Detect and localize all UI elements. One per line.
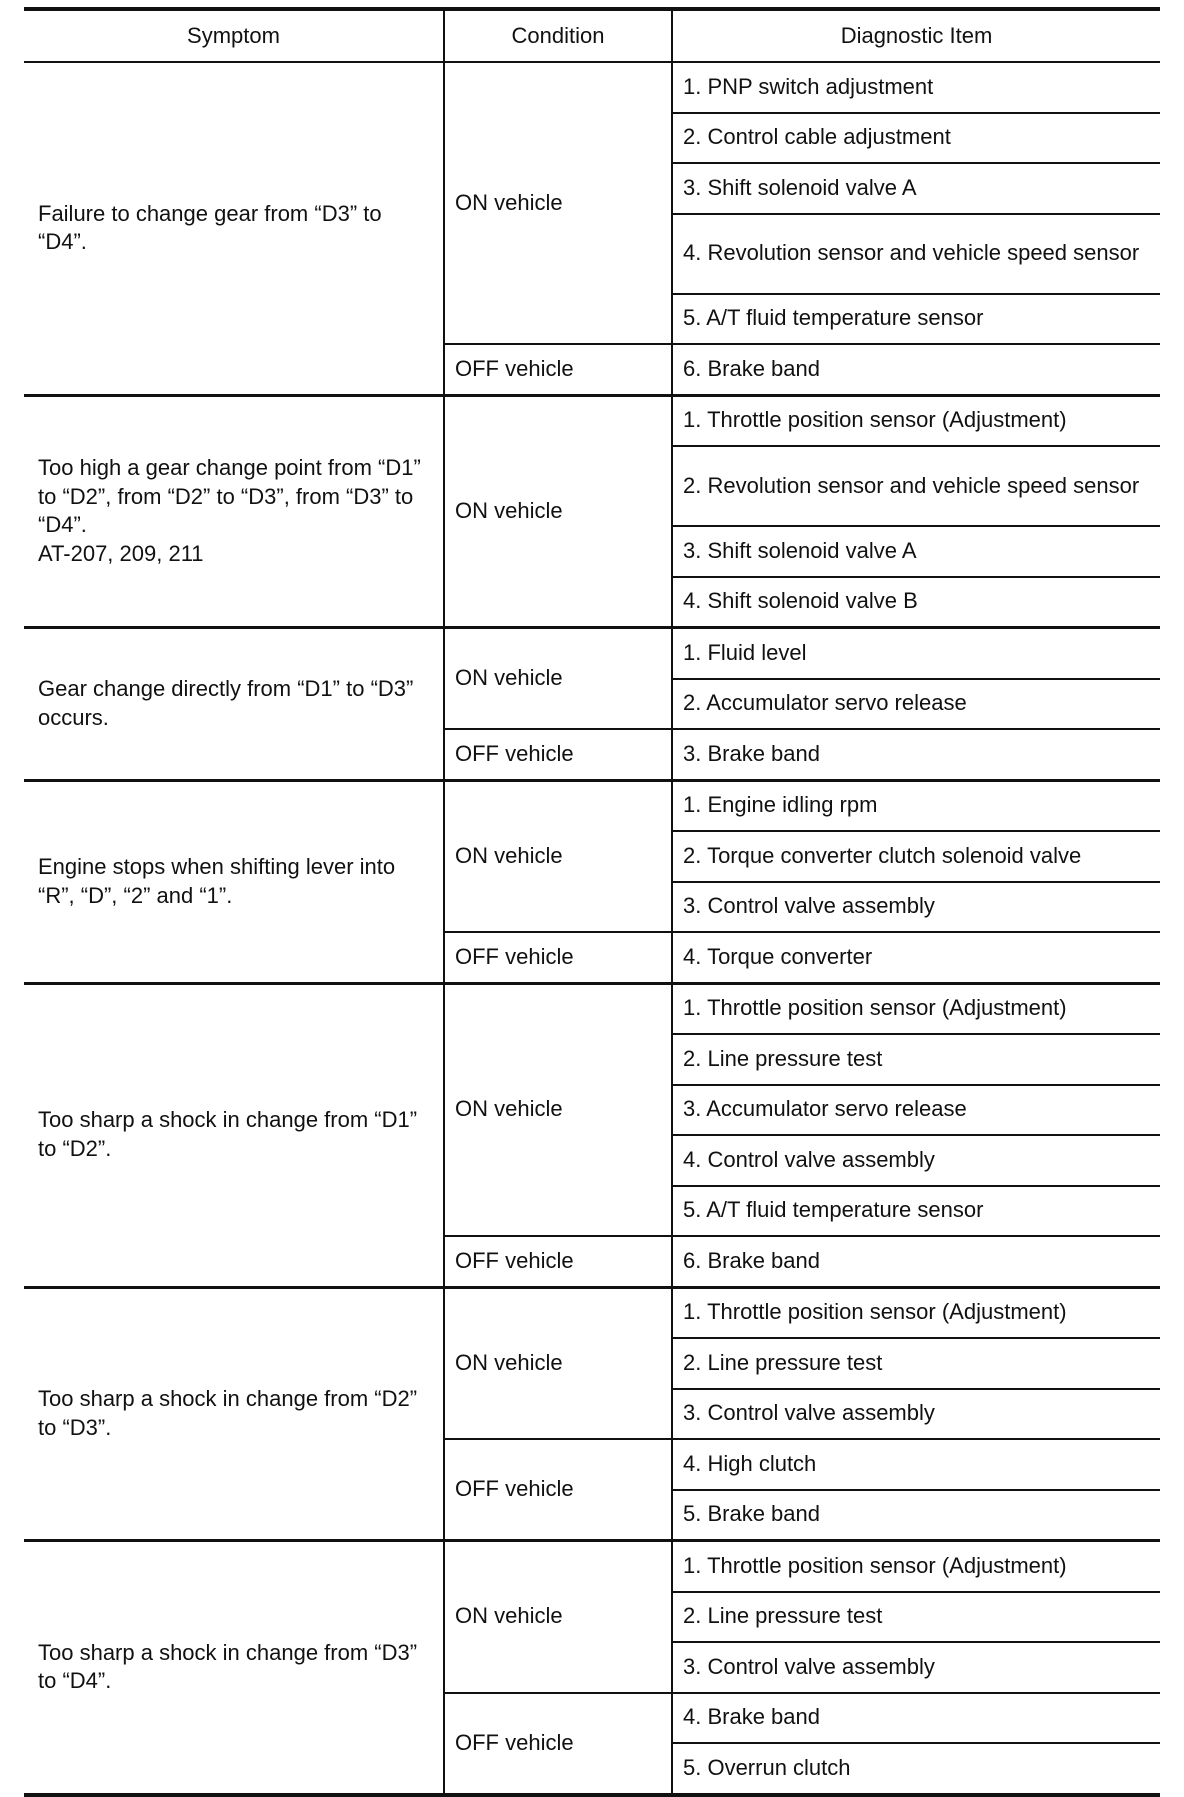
diagnostic-item: 4. High clutch: [672, 1439, 1160, 1490]
condition-cell-on: ON vehicle: [444, 780, 672, 932]
table-row: [24, 1541, 1160, 1592]
diagnostic-item: 3. Brake band: [672, 729, 1160, 780]
condition-cell-off: OFF vehicle: [444, 1693, 672, 1795]
table-row: [24, 628, 1160, 679]
symptom-cell: [24, 62, 444, 395]
header-condition: Condition: [444, 9, 672, 62]
diagnostic-item: 5. A/T fluid temperature sensor: [672, 1186, 1160, 1237]
diagnostic-item: 6. Brake band: [672, 344, 1160, 395]
symptom-text: Engine stops when shifting lever into “R”, “D”, “2” and “1”.: [38, 853, 396, 908]
symptom-group: [24, 1287, 1160, 1541]
diagnostic-item: 4. Torque converter: [672, 932, 1160, 983]
condition-cell-on: ON vehicle: [444, 1541, 672, 1693]
diagnostic-item: 5. A/T fluid temperature sensor: [672, 294, 1160, 345]
diagnostic-item: 2. Line pressure test: [672, 1592, 1160, 1643]
diagnostic-item: 4. Control valve assembly: [672, 1135, 1160, 1186]
diagnostic-item: 3. Shift solenoid valve A: [672, 526, 1160, 577]
symptom-group: [24, 1541, 1160, 1795]
table-row: [24, 395, 1160, 446]
symptom-group: [24, 628, 1160, 781]
diagnostic-item: 2. Revolution sensor and vehicle speed sensor: [672, 446, 1160, 526]
symptom-text: Gear change directly from “D1” to “D3” occurs.: [38, 676, 414, 730]
condition-cell-on: ON vehicle: [444, 1287, 672, 1439]
table-row: [24, 62, 1160, 113]
diagnostic-item: 3. Control valve assembly: [672, 882, 1160, 933]
condition-cell-off: OFF vehicle: [444, 1236, 672, 1287]
condition-cell-off: OFF vehicle: [444, 344, 672, 395]
symptom-cell: [24, 780, 444, 983]
condition-cell-off: OFF vehicle: [444, 729, 672, 780]
diagnostic-item: 1. Fluid level: [672, 628, 1160, 679]
header-symptom: Symptom: [24, 9, 444, 62]
symptom-group: [24, 62, 1160, 395]
header-row: [24, 9, 1160, 62]
diagnostic-item: 4. Brake band: [672, 1693, 1160, 1744]
diagnostic-item: 1. Throttle position sensor (Adjustment): [672, 1541, 1160, 1592]
symptom-text: Failure to change gear from “D3” to “D4”.: [38, 200, 382, 255]
condition-cell-on: ON vehicle: [444, 628, 672, 730]
symptom-text: Too sharp a shock in change from “D1” to “D2”.: [38, 1107, 418, 1161]
table-row: [24, 780, 1160, 831]
diagnostic-item: 5. Brake band: [672, 1490, 1160, 1541]
diagnostic-item: 1. PNP switch adjustment: [672, 62, 1160, 113]
condition-cell-off: OFF vehicle: [444, 932, 672, 983]
diagnostic-item: 2. Line pressure test: [672, 1338, 1160, 1389]
symptom-reference: AT-207, 209, 211: [38, 540, 204, 566]
symptom-text: Too high a gear change point from “D1” to “D2”, from “D2” to “D3”, from “D3” to “D4”.: [38, 455, 421, 538]
diagnostic-item: 2. Torque converter clutch solenoid valve: [672, 831, 1160, 882]
table-row: [24, 1287, 1160, 1338]
diagnostic-item: 3. Control valve assembly: [672, 1389, 1160, 1440]
condition-cell-on: ON vehicle: [444, 983, 672, 1236]
diagnostic-item: 3. Shift solenoid valve A: [672, 163, 1160, 214]
condition-cell-off: OFF vehicle: [444, 1439, 672, 1541]
symptom-cell: [24, 1541, 444, 1795]
diagnostic-item: 2. Line pressure test: [672, 1034, 1160, 1085]
diagnostic-item: 1. Throttle position sensor (Adjustment): [672, 395, 1160, 446]
diagnostic-item: 2. Control cable adjustment: [672, 113, 1160, 164]
diagnostic-item: 4. Revolution sensor and vehicle speed sensor: [672, 214, 1160, 294]
diagnostic-item: 1. Throttle position sensor (Adjustment): [672, 983, 1160, 1034]
diagnostic-item: 5. Overrun clutch: [672, 1743, 1160, 1795]
symptom-cell: [24, 983, 444, 1287]
symptom-cell: [24, 395, 444, 628]
diagnostic-item: 1. Engine idling rpm: [672, 780, 1160, 831]
symptom-group: [24, 780, 1160, 983]
diagnostic-item: 4. Shift solenoid valve B: [672, 577, 1160, 628]
table-row: [24, 983, 1160, 1034]
symptom-text: Too sharp a shock in change from “D3” to “D4”.: [38, 1639, 418, 1694]
diagnostic-item: 3. Accumulator servo release: [672, 1085, 1160, 1136]
symptom-cell: [24, 628, 444, 781]
symptom-group: [24, 983, 1160, 1287]
condition-cell-on: ON vehicle: [444, 395, 672, 628]
diagnostic-item: 1. Throttle position sensor (Adjustment): [672, 1287, 1160, 1338]
diagnostic-item: 2. Accumulator servo release: [672, 679, 1160, 730]
header-diagnostic-item: Diagnostic Item: [672, 9, 1160, 62]
symptom-text: Too sharp a shock in change from “D2” to “D3”.: [38, 1386, 418, 1440]
symptom-cell: [24, 1287, 444, 1541]
diagnostic-item: 6. Brake band: [672, 1236, 1160, 1287]
condition-cell-on: ON vehicle: [444, 62, 672, 344]
diagnostic-item: 3. Control valve assembly: [672, 1642, 1160, 1693]
symptom-group: [24, 395, 1160, 628]
diagnostic-table: [24, 7, 1160, 1797]
